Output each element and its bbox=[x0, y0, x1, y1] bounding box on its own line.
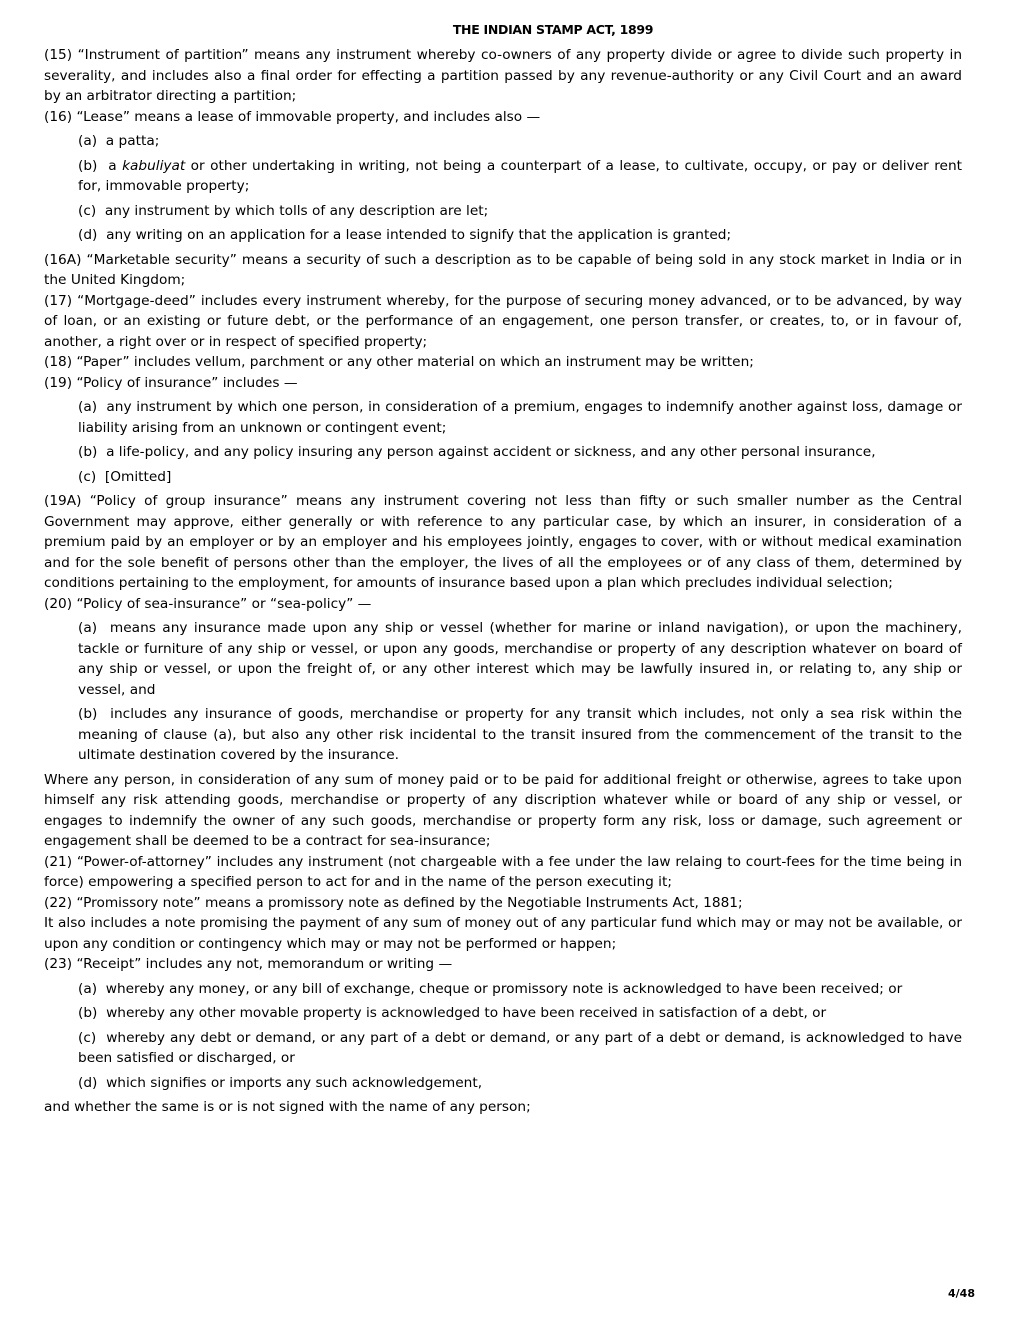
clause-paragraph bbox=[44, 373, 962, 394]
clause-text: (c) any instrument by which tolls of any description are let; bbox=[78, 202, 489, 219]
sub-clause bbox=[44, 156, 962, 197]
clause-paragraph bbox=[44, 1097, 962, 1118]
clause-paragraph bbox=[44, 107, 962, 128]
sub-clause bbox=[44, 201, 962, 222]
clause-paragraph bbox=[44, 594, 962, 615]
clause-text: (17) “Mortgage-deed” includes every instrument whereby, for the purpose of securing money advanced, or to be advanced, by way of loan, or an existing or future debt, or the performance of an engagement, one person transfer, or creates, to, or in favour of, another, a right over or in respect of specified property; bbox=[44, 292, 962, 350]
clause-text: or other undertaking in writing, not being a counterpart of a lease, to cultivate, occupy, or pay or deliver rent for, immovable property; bbox=[78, 157, 962, 194]
sub-clause bbox=[44, 467, 962, 488]
clause-text: (d) which signifies or imports any such acknowledgement, bbox=[78, 1074, 483, 1091]
clause-text: (18) “Paper” includes vellum, parchment or any other material on which an instrument may be written; bbox=[44, 354, 754, 370]
clause-paragraph bbox=[44, 954, 962, 975]
page-number: 4/48 bbox=[948, 1287, 975, 1300]
document-body bbox=[0, 45, 1020, 1118]
clause-text: (a) a patta; bbox=[78, 133, 160, 149]
sub-clause bbox=[44, 618, 962, 700]
clause-paragraph bbox=[44, 893, 962, 914]
clause-text: Where any person, in consideration of any sum of money paid or to be paid for additional freight or otherwise, agrees to take upon himself any risk attending goods, merchandise or property of any discription whatever while or board of any ship or vessel, or engages to indemnify the owner of any such goods, merchandise or property form any risk, loss or damage, such agreement or engagement shall be deemed to be a contract for sea-insurance; bbox=[44, 771, 962, 849]
sub-clause bbox=[44, 1073, 962, 1094]
clause-paragraph bbox=[44, 250, 962, 291]
clause-text: (d) any writing on an application for a lease intended to signify that the application is granted; bbox=[78, 227, 732, 243]
sub-clause bbox=[44, 442, 962, 463]
clause-text: (21) “Power-of-attorney” includes any instrument (not chargeable with a fee under the law relaing to court-fees for the time being in force) empowering a specified person to act for and in the name of the person executing it; bbox=[44, 853, 962, 890]
clause-paragraph bbox=[44, 352, 962, 373]
clause-text: It also includes a note promising the payment of any sum of money out of any particular fund which may or may not be available, or upon any condition or contingency which may or may not be performed or happen; bbox=[44, 915, 962, 952]
clause-paragraph bbox=[44, 852, 962, 893]
clause-paragraph bbox=[44, 291, 962, 353]
clause-paragraph bbox=[44, 770, 962, 852]
clause-text: (19) “Policy of insurance” includes — bbox=[44, 374, 298, 391]
sub-clause bbox=[44, 704, 962, 766]
clause-text: (16A) “Marketable security” means a security of such a description as to be capable of being sold in any stock market in India or in the United Kingdom; bbox=[44, 251, 962, 288]
page-title: THE INDIAN STAMP ACT, 1899 bbox=[452, 22, 654, 37]
clause-text: (b) a life-policy, and any policy insuring any person against accident or sickness, and any other personal insurance, bbox=[78, 444, 876, 460]
sub-clause bbox=[44, 1028, 962, 1069]
clause-text: (20) “Policy of sea-insurance” or “sea-policy” — bbox=[44, 595, 372, 612]
clause-text: (c) whereby any debt or demand, or any part of a debt or demand, or any part of a debt or demand, is acknowledged to have been satisfied or discharged, or bbox=[78, 1029, 962, 1066]
clause-text: (23) “Receipt” includes any not, memorandum or writing — bbox=[44, 956, 453, 972]
clause-paragraph bbox=[44, 491, 962, 594]
clause-text: (16) “Lease” means a lease of immovable property, and includes also — bbox=[44, 108, 541, 125]
sub-clause bbox=[44, 131, 962, 152]
clause-text: (c) [Omitted] bbox=[78, 468, 172, 485]
sub-clause bbox=[44, 397, 962, 438]
clause-text: (a) any instrument by which one person, in consideration of a premium, engages to indemnify another against loss, damage or liability arising from an unknown or contingent event; bbox=[78, 399, 962, 436]
clause-text: (19A) “Policy of group insurance” means any instrument covering not less than fifty or such smaller number as the Central Government may approve, either generally or with reference to any particular case, by which an insurer, in consideration of a premium paid by an employer or by an employer and his employees jointly, engages to cover, with or without medical examination and for the sole benefit of persons other than the employer, the lives of all the employees or of any class of them, determined by conditions pertaining to the employment, for amounts of insurance based upon a plan which precludes individual selection; bbox=[44, 493, 962, 591]
clause-text: and whether the same is or is not signed with the name of any person; bbox=[44, 1099, 531, 1115]
clause-text: (b) includes any insurance of goods, merchandise or property for any transit which includes, not only a sea risk within the meaning of clause (a), but also any other risk incidental to the transit insured from the commencement of the transit to the ultimate destination covered by the insurance. bbox=[78, 706, 962, 763]
clause-text: (15) “Instrument of partition” means any instrument whereby co-owners of any property divide or agree to divide such property in severality, and includes also a final order for effecting a partition passed by any revenue-authority or any Civil Court and an award by an arbitrator directing a partition; bbox=[44, 47, 962, 104]
sub-clause bbox=[44, 979, 962, 1000]
clause-paragraph bbox=[44, 45, 962, 107]
clause-paragraph bbox=[44, 913, 962, 954]
sub-clause bbox=[44, 1003, 962, 1024]
clause-text: (b) whereby any other movable property is acknowledged to have been received in satisfaction of a debt, or bbox=[78, 1005, 827, 1021]
italic-term: kabuliyat bbox=[122, 157, 186, 174]
clause-text: (a) means any insurance made upon any ship or vessel (whether for marine or inland navigation), or upon the machinery, tackle or furniture of any ship or vessel, or upon any goods, merchandise or property of any description whatever on board of any ship or vessel, or upon the freight of, or any other interest which may be lawfully insured in, or relating to, any ship or vessel, and bbox=[78, 620, 962, 698]
sub-clause bbox=[44, 225, 962, 246]
clause-text: (a) whereby any money, or any bill of exchange, cheque or promissory note is acknowledged to have been received; or bbox=[78, 980, 903, 997]
clause-text: (b) a bbox=[78, 157, 123, 174]
clause-text: (22) “Promissory note” means a promissory note as defined by the Negotiable Instruments Act, 1881; bbox=[44, 894, 743, 911]
